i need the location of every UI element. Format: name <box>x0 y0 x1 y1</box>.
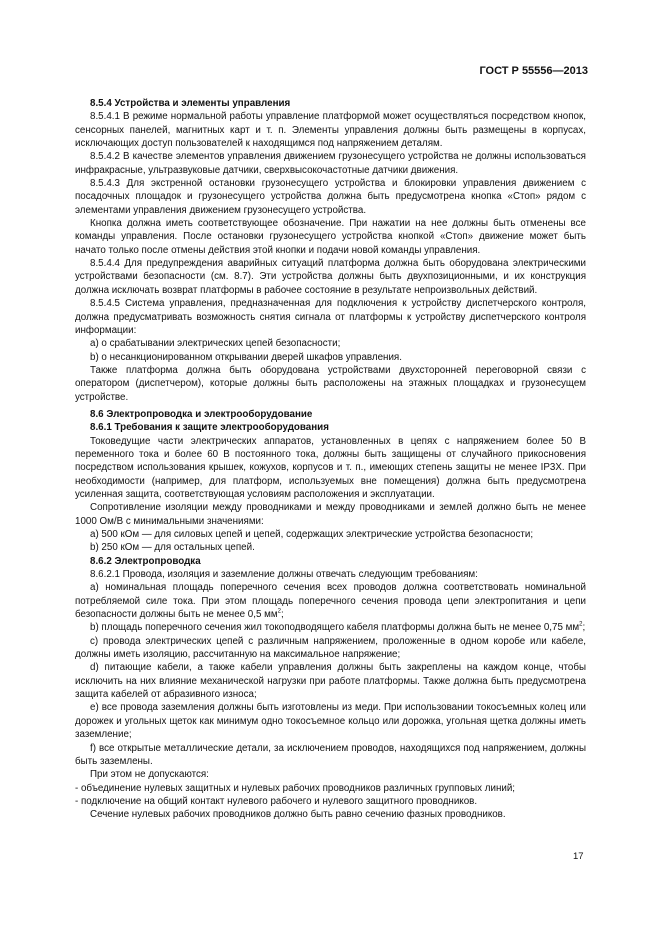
list-item: а) о срабатывании электрических цепей безопасности; <box>90 338 341 350</box>
list-item-text: b) площадь поперечного сечения жил токоподводящего кабеля платформы должна быть не менее 0,75 мм <box>90 622 580 634</box>
subsection-heading-861: 8.6.1 Требования к защите электрооборудования <box>90 422 329 434</box>
dash-list-item: - подключение на общий контакт нулевого рабочего и нулевого защитного проводников. <box>75 795 478 807</box>
list-item: с) провода электрических цепей с различным напряжением, проложенные в одном коробе или кабеле, должны иметь изоляцию, рассчитанную на максимальное напряжение; <box>75 635 586 661</box>
paragraph-8544: 8.5.4.4 Для предупреждения аварийных ситуаций платформа должна быть оборудована электрическими устройствами безопасности (см. 8.7). Эти устройства должны быть двухпозиционными, и их конструкция должна исключать возврат платформы в рабочее состояние в результате непроизвольных действий. <box>75 258 586 296</box>
subsection-heading-862: 8.6.2 Электропроводка <box>90 555 201 567</box>
paragraph-8543: 8.5.4.3 Для экстренной остановки грузонесущего устройства и блокировки управления движением с посадочных площадок и грузонесущего устройства должна быть предусмотрена кнопка «Стоп» рядом с элементами управления движением грузонесущего устройства. <box>75 178 586 216</box>
section-heading-86: 8.6 Электропроводка и электрооборудование <box>90 408 313 420</box>
list-item: b) 250 кОм — для остальных цепей. <box>90 542 255 554</box>
paragraph-stop-button: Кнопка должна иметь соответствующее обозначение. При нажатии на нее должны быть отменены все команды управления. После остановки грузонесущего устройства кнопкой «Стоп» движение может быть начато только после отмены действия этой кнопки и подачи новой команды управления. <box>75 218 586 256</box>
list-item: d) питающие кабели, а также кабели управления должны быть закреплены на каждом конце, чтобы исключить на них влияние механической нагрузки при работе платформы. Также должна быть предусмотрена защита кабелей от абразивного износа; <box>75 662 586 701</box>
list-item: е) все провода заземления должны быть изготовлены из меди. При использовании токосъемных колец или дорожек и угольных щеток как минимум одно токосъемное кольцо или дорожка, угольная щетка должны иметь заземление; <box>75 702 586 741</box>
paragraph-neutral-section: Сечение нулевых рабочих проводников должно быть равно сечению фазных проводников. <box>90 809 506 821</box>
list-item-end: ; <box>280 609 284 621</box>
paragraph-8621: 8.6.2.1 Провода, изоляция и заземление должны отвечать следующим требованиям: <box>90 569 478 581</box>
page-content <box>75 97 586 822</box>
paragraph-intercom: Также платформа должна быть оборудована устройствами двухсторонней переговорной связи с оператором (диспетчером), которые должны быть расположены на этажных площадках и грузонесущем устройстве. <box>75 364 586 403</box>
paragraph-not-allowed: При этом не допускаются: <box>90 769 209 781</box>
superscript: 2 <box>579 622 583 629</box>
paragraph-live-parts: Токоведущие части электрических аппаратов, установленных в цепях с напряжением более 50 В переменного тока и более 60 В постоянного тока, должны быть защищены от случайного прикосновения посредством использования крышек, кожухов, корпусов и т. п., имеющих степень защиты не менее IP3X. При необходимости (например, для платформ, используемых вне помещения) должна быть предусмотрена усиленная защита, соответствующая условиям расположения и эксплуатации. <box>75 435 586 500</box>
dash-list-item: - объединение нулевых защитных и нулевых рабочих проводников различных групповых линий; <box>75 782 516 794</box>
list-item: f) все открытые металлические детали, за исключением проводов, находящихся под напряжением, должны быть заземлены. <box>75 742 586 767</box>
list-item <box>75 581 586 621</box>
page-number: 17 <box>573 851 584 862</box>
list-item-text: а) номинальная площадь поперечного сечения всех проводов должна соответствовать номинальной потребляемой силе тока. При этом площадь поперечного сечения провода цепи электропитания и цепи безопасности должны быть не менее 0,5 мм <box>75 582 586 621</box>
section-heading-854: 8.5.4 Устройства и элементы управления <box>90 98 291 109</box>
list-item: b) о несанкционированном открывании дверей шкафов управления. <box>90 351 402 363</box>
paragraph-8542: 8.5.4.2 В качестве элементов управления движением грузонесущего устройства не должны использоваться инфракрасные, ультразвуковые датчики, сверхвысокочастотные датчики движения. <box>75 151 586 176</box>
list-item <box>75 621 586 634</box>
document-number: ГОСТ Р 55556—2013 <box>479 65 588 77</box>
list-item-end: ; <box>582 622 586 634</box>
paragraph-8545: 8.5.4.5 Система управления, предназначенная для подключения к устройству диспетчерского контроля, должна предусматривать возможность снятия сигнала от платформы к устройству диспетчерского контроля информации: <box>75 298 586 336</box>
list-item: а) 500 кОм — для силовых цепей и цепей, содержащих электрические устройства безопасности; <box>90 529 534 540</box>
superscript: 2 <box>277 608 281 615</box>
paragraph-8541: 8.5.4.1 В режиме нормальной работы управление платформой может осуществляться посредством кнопок, сенсорных панелей, магнитных карт и т. п. Элементы управления должны быть размещены в корпусах, исключающих доступ пользователей к находящимся под напряжением деталям. <box>75 111 586 150</box>
paragraph-insulation: Сопротивление изоляции между проводниками и между проводниками и землей должно быть не менее 1000 Ом/В с минимальными значениями: <box>75 502 586 527</box>
